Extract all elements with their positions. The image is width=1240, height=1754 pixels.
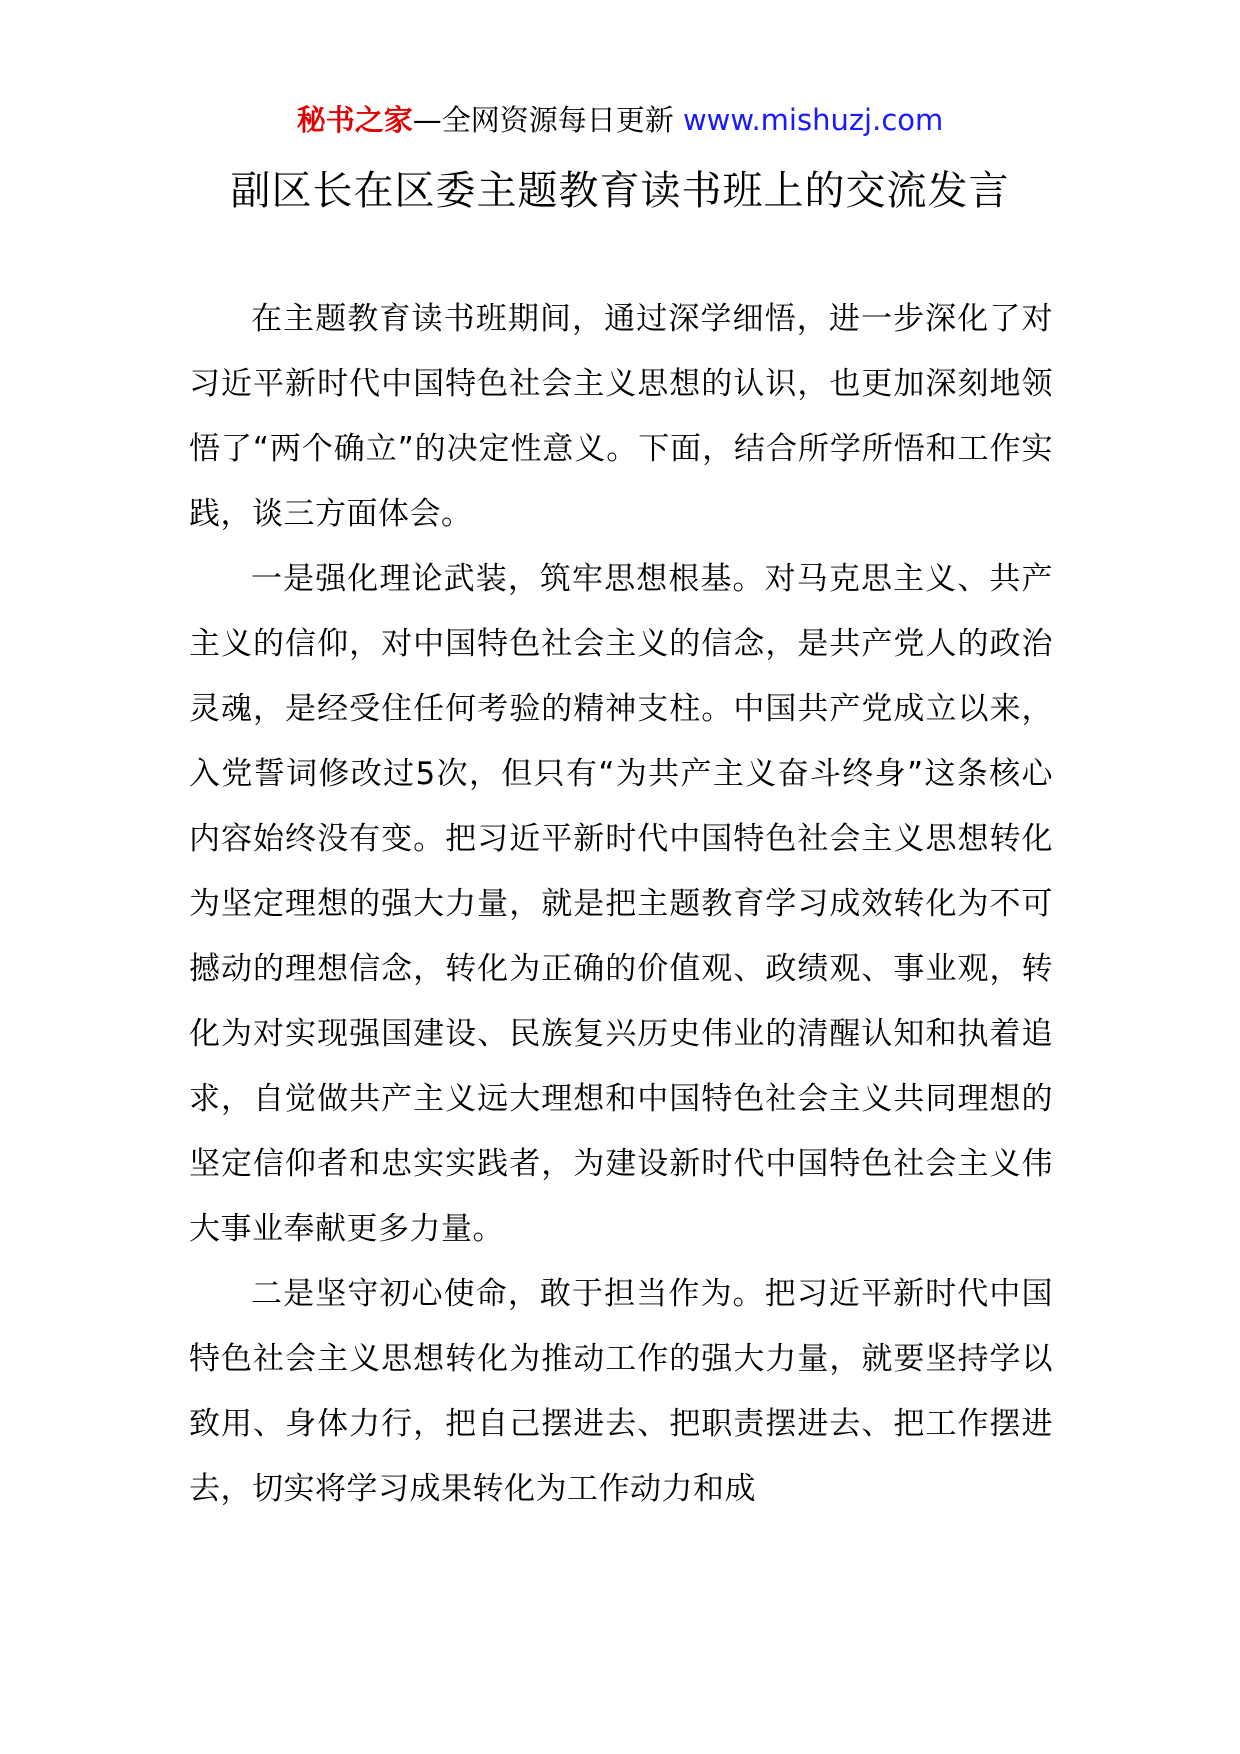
document-title: 副区长在区委主题教育读书班上的交流发言 <box>230 168 1010 214</box>
document-body <box>189 287 1053 1522</box>
paragraph-point-two: 二是坚守初心使命，敢于担当作为。把习近平新时代中国特色社会主义思想转化为推动工作的强大力量，就要坚持学以致用、身体力行，把自己摆进去、把职责摆进去、把工作摆进去，切实将学习成果转化为工作动力和成 <box>189 1276 1053 1507</box>
site-url-link[interactable]: www.mishuzj.com <box>682 103 944 137</box>
paragraph-point-one: 一是强化理论武装，筑牢思想根基。对马克思主义、共产主义的信仰，对中国特色社会主义的信念，是共产党人的政治灵魂，是经受住任何考验的精神支柱。中国共产党成立以来，入党誓词修改过5次，但只有“为共产主义奋斗终身”这条核心内容始终没有变。把习近平新时代中国特色社会主义思想转化为坚定理想的强大力量，就是把主题教育学习成效转化为不可撼动的理想信念，转化为正确的价值观、政绩观、事业观，转化为对实现强国建设、民族复兴历史伟业的清醒认知和执着追求，自觉做共产主义远大理想和中国特色社会主义共同理想的坚定信仰者和忠实实践者，为建设新时代中国特色社会主义伟大事业奉献更多力量。 <box>189 561 1053 1247</box>
site-header <box>0 100 1240 140</box>
site-tagline: —全网资源每日更新 <box>412 103 683 137</box>
site-brand: 秘书之家 <box>296 103 413 137</box>
paragraph-intro: 在主题教育读书班期间，通过深学细悟，进一步深化了对习近平新时代中国特色社会主义思想的认识，也更加深刻地领悟了“两个确立”的决定性意义。下面，结合所学所悟和工作实践，谈三方面体会。 <box>189 301 1053 532</box>
